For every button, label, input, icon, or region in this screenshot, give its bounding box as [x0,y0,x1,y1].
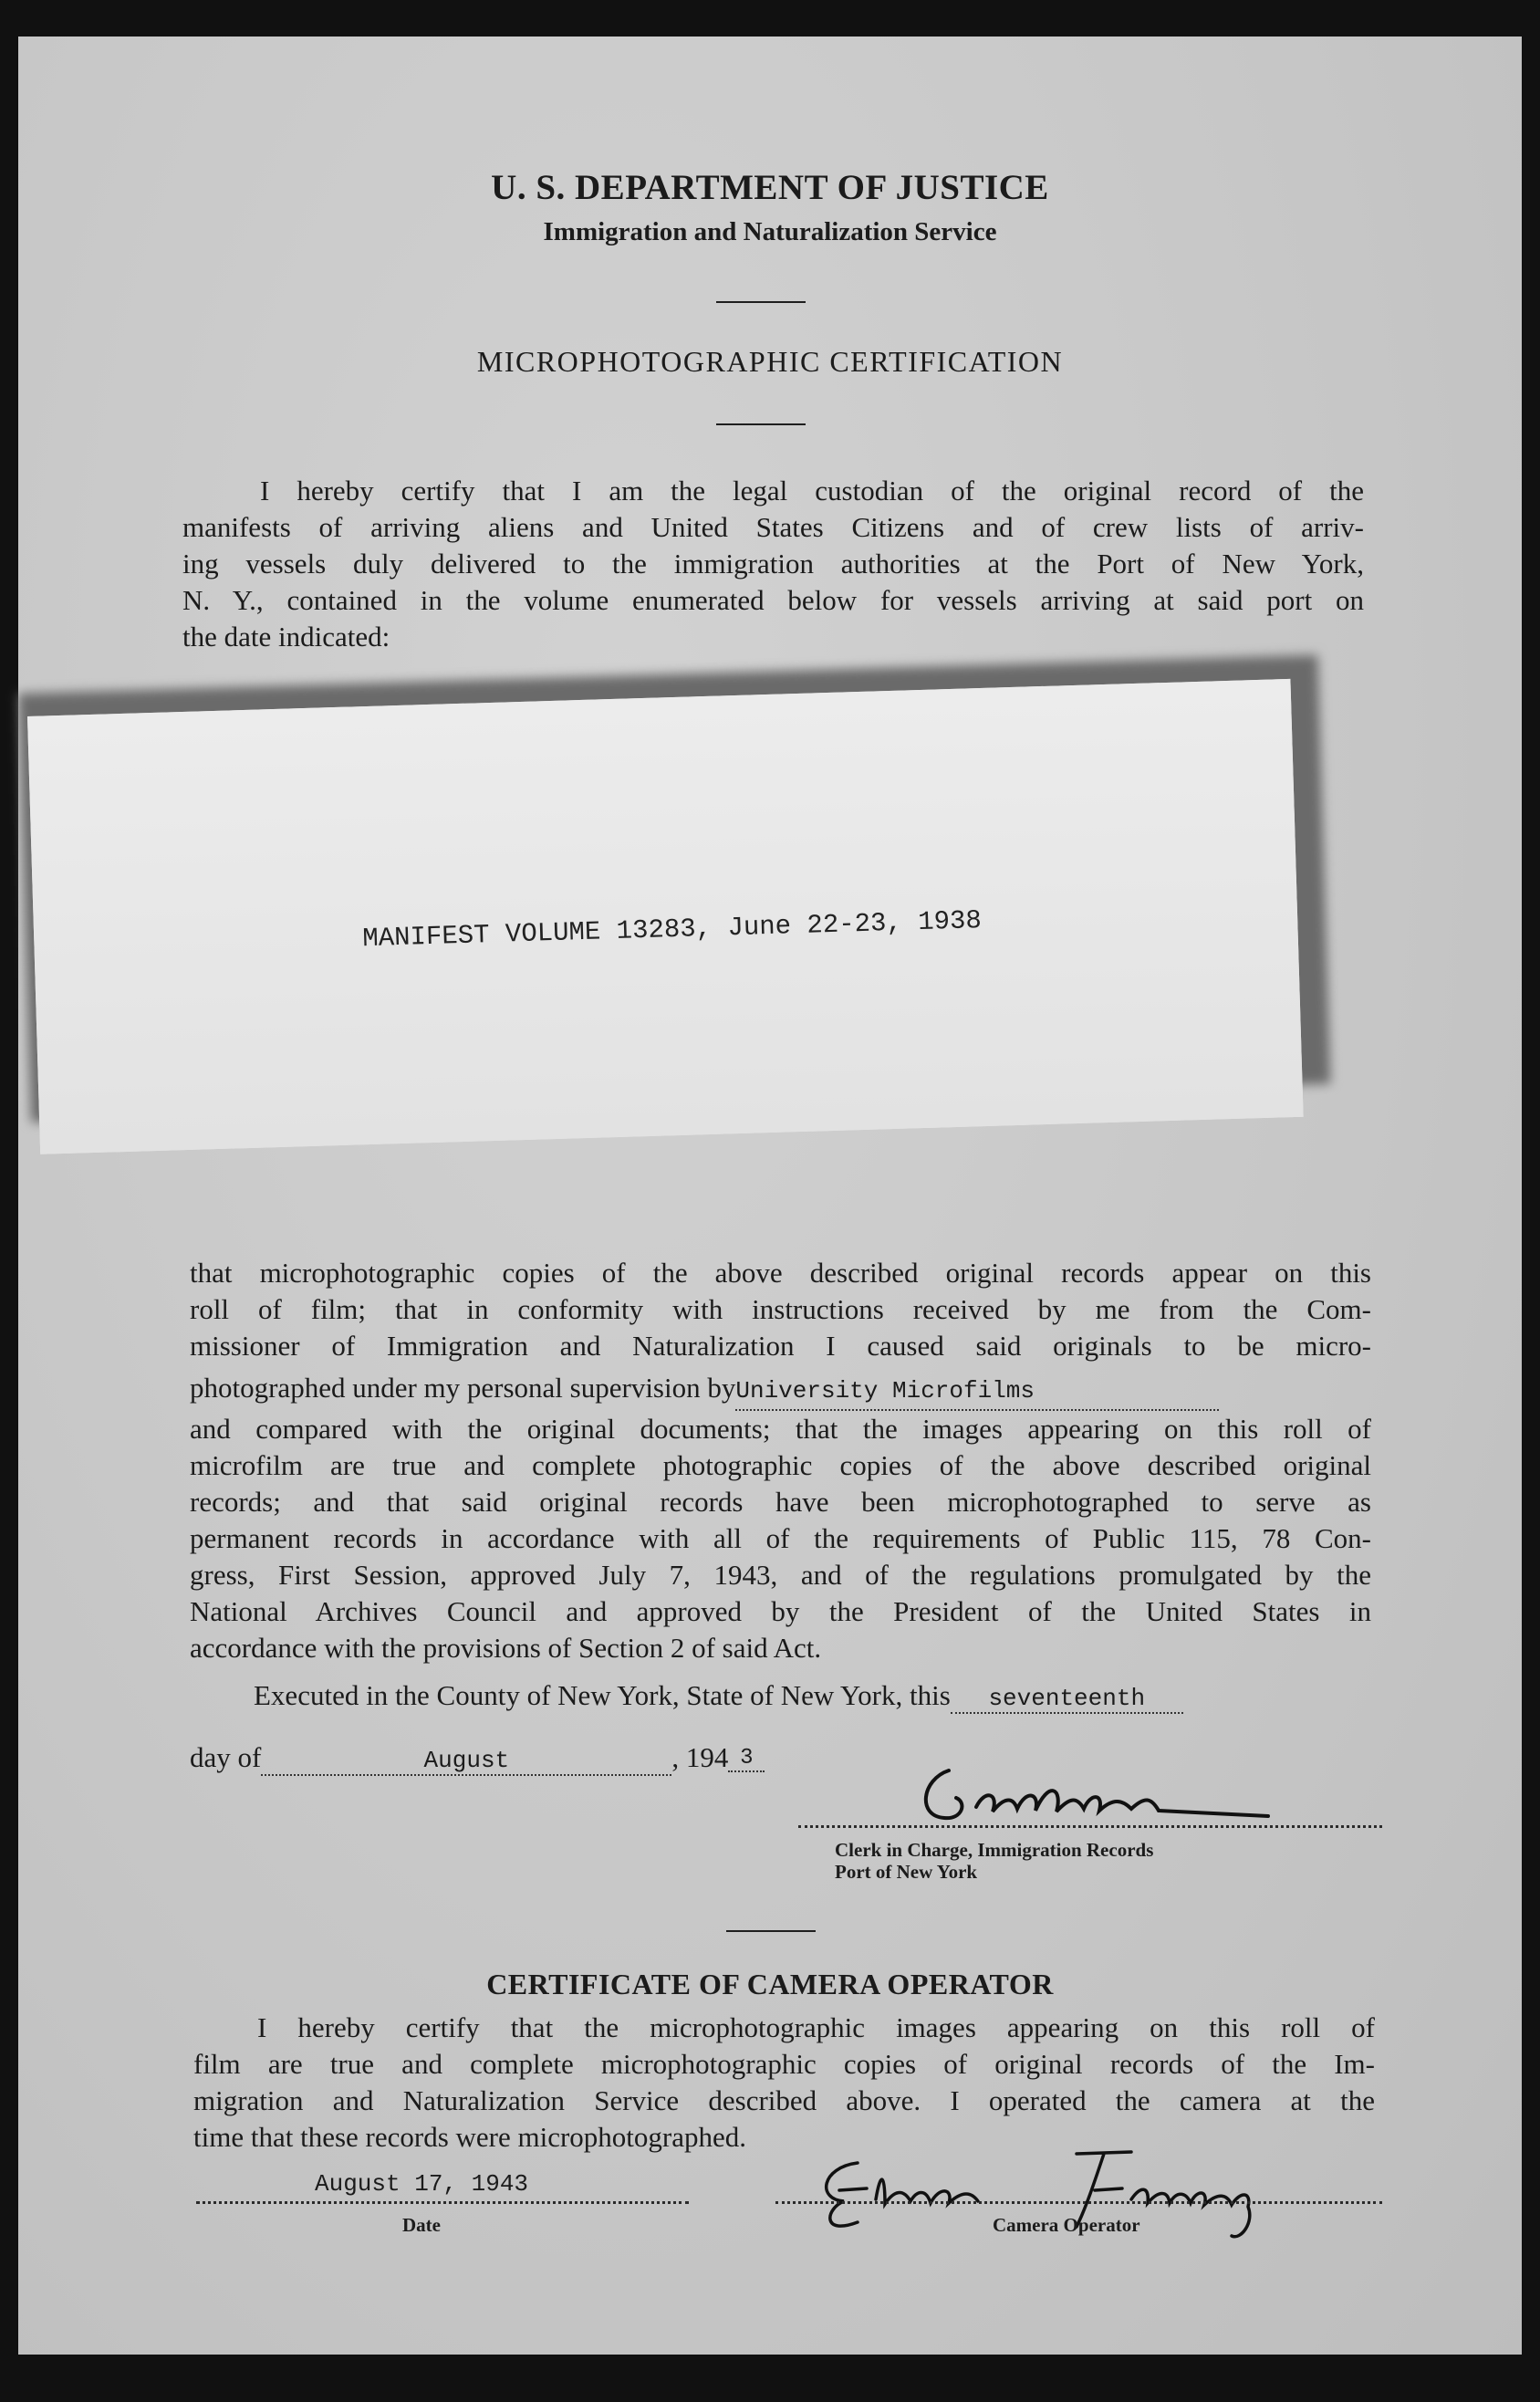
clerk-title-line: Port of New York [835,1861,978,1883]
certification-title: MICROPHOTOGRAPHIC CERTIFICATION [476,345,1064,378]
intro-line: ing vessels duly delivered to the immigration authorities at the Port of New York, [182,548,1364,580]
divider [726,1930,816,1932]
year-prefix: , 194 [671,1741,729,1773]
camera-line: film are true and complete microphotographic copies of original records of the Im- [193,2048,1375,2080]
clerk-signature-line [798,1825,1382,1828]
camera-certificate-body [193,2010,1375,2156]
intro-line: manifests of arriving aliens and United States Citizens and of crew lists of arriv- [182,511,1364,543]
body-line: roll of film; that in conformity with instructions received by me from the Com- [190,1293,1371,1325]
body-line: National Archives Council and approved by the President of the United States in [190,1595,1371,1627]
body-line: and compared with the original documents; that the images appearing on this roll of [190,1413,1371,1445]
execution-line [254,1679,1183,1714]
divider [716,301,806,303]
clerk-title-line: Clerk in Charge, Immigration Records [835,1839,1154,1861]
supervision-prefix: photographed under my personal supervision by [190,1372,736,1404]
camera-line: time that these records were microphotographed. [193,2121,746,2153]
day-of-label: day of [190,1741,262,1773]
camera-certificate-title: CERTIFICATE OF CAMERA OPERATOR [486,1968,1054,2000]
clerk-title [835,1839,1153,1883]
body-line: that microphotographic copies of the above described original records appear on this [190,1257,1371,1289]
camera-line: I hereby certify that the microphotographic images appearing on this roll of [257,2011,1375,2043]
camera-line: migration and Naturalization Service described above. I operated the camera at the [193,2084,1375,2116]
intro-line: I hereby certify that I am the legal custodian of the original record of the [260,475,1364,507]
supervision-line [190,1370,1371,1411]
body-line: permanent records in accordance with all of the requirements of Public 115, 78 Con- [190,1522,1371,1554]
supervisor-field: University Microfilms [735,1373,1219,1411]
certificate-sheet [18,37,1522,2355]
body-line: accordance with the provisions of Section 2 of said Act. [190,1632,822,1664]
intro-paragraph [182,473,1364,655]
body-line: missioner of Immigration and Naturalization I caused said originals to be micro- [190,1330,1371,1362]
page-title: U. S. DEPARTMENT OF JUSTICE [491,168,1049,207]
divider [716,423,806,425]
clerk-signature [912,1752,1295,1834]
date-label: Date [402,2214,441,2236]
intro-line: N. Y., contained in the volume enumerated below for vessels arriving at said port on [182,584,1364,616]
intro-line: the date indicated: [182,621,390,653]
date-value: August 17, 1943 [315,2170,529,2198]
manifest-volume-text: MANIFEST VOLUME 13283, June 22-23, 1938 [361,905,983,955]
body-line: gress, First Session, approved July 7, 1943, and of the regulations promulgated by the [190,1559,1371,1591]
manifest-card [27,679,1304,1154]
camera-operator-label: Camera Operator [993,2214,1140,2236]
body-paragraph [190,1255,1371,1666]
body-line: microfilm are true and complete photographic copies of the above described original [190,1449,1371,1481]
page-subtitle: Immigration and Naturalization Service [543,217,997,246]
body-line: records; and that said original records have been microphotographed to serve as [190,1486,1371,1518]
camera-operator-line [775,2201,1382,2204]
year-field: 3 [728,1746,765,1772]
execution-day-field: seventeenth [951,1685,1183,1714]
date-line [196,2201,689,2204]
month-field: August [261,1747,671,1776]
day-of-line [190,1741,765,1776]
execution-prefix: Executed in the County of New York, State of New York, this [254,1679,951,1711]
